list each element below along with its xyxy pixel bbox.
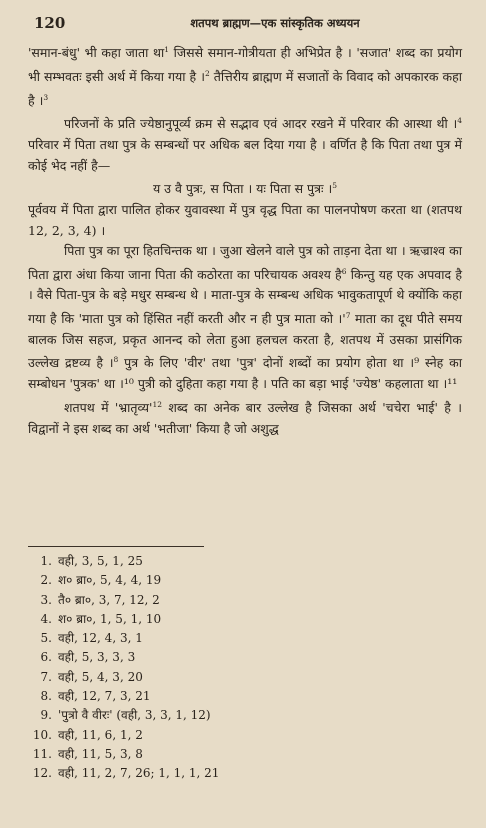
footnote-text: वही, 5, 3, 3, 3 <box>58 650 136 665</box>
footnote <box>28 591 388 610</box>
footnote-ref: 1 <box>164 45 169 54</box>
footnote-ref: 3 <box>43 92 49 102</box>
footnote-text: वही, 12, 4, 3, 1 <box>58 631 143 646</box>
page-header <box>34 14 456 36</box>
footnote <box>28 610 388 629</box>
footnote-ref: 5 <box>332 181 338 191</box>
text-run: 'समान-बंधु' भी कहा जाता था <box>28 45 165 61</box>
text-run: शतपथ में 'भ्रातृव्य' <box>64 399 153 415</box>
footnote-ref: 7 <box>345 311 351 321</box>
main-text <box>28 40 462 439</box>
footnote <box>28 648 388 667</box>
footnote-text: श० ब्रा०, 5, 4, 4, 19 <box>58 573 162 588</box>
paragraph <box>28 111 462 176</box>
footnote-number: 4. <box>40 611 52 626</box>
footnote-text: वही, 5, 4, 3, 20 <box>58 669 143 684</box>
footnote <box>28 571 388 590</box>
text-run: शब्द का अनेक बार उल्लेख है जिसका अर्थ 'चचेरा भाई' है । विद्वानों ने इस शब्द का अर्थ 'भतीजा' किया है जो अशुद्ध <box>28 399 462 436</box>
footnote <box>28 726 388 745</box>
text-run: पूर्ववय में पिता द्वारा पालित होकर युवावस्था में पुत्र वृद्ध पिता का पालनपोषण करता था (शतपथ 12, 2, 3, 4) । <box>28 201 462 238</box>
footnote-ref: 8 <box>113 355 119 365</box>
paragraph <box>28 200 462 241</box>
footnote-ref: 2 <box>204 68 210 78</box>
footnote <box>28 764 388 783</box>
footnote-number: 12. <box>32 766 52 781</box>
paragraph <box>28 395 462 439</box>
footnote-text: तै० ब्रा०, 3, 7, 12, 2 <box>58 592 160 607</box>
text-run: जिससे समान-गोत्रीयता ही अभिप्रेत है । 'सजात' शब्द का प्रयोग भी सम्भवतः इसी अर्थ में किया गया है । <box>28 45 462 84</box>
footnote <box>28 745 388 764</box>
text-run: य उ वै पुत्रः, स पिता । यः पिता स पुत्रः । <box>152 181 333 197</box>
footnote <box>28 552 388 571</box>
footnote-number: 7. <box>40 669 52 684</box>
footnote-ref: 4 <box>457 116 462 126</box>
paragraph <box>28 40 462 111</box>
footnote <box>28 668 388 687</box>
footnote-divider <box>28 546 204 547</box>
footnote-number: 8. <box>40 689 52 704</box>
text-run: परिजनों के प्रति ज्येष्ठानुपूर्व्य क्रम से सद्भाव एवं आदर रखने में परिवार की आस्था थी । <box>64 116 458 132</box>
text-run: किन्तु यह एक अपवाद है । वैसे पिता-पुत्र के बड़े मधुर सम्बन्ध थे । माता-पुत्र के सम्बन्ध अधिक भावुकतापूर्ण थे क्योंकि कहा गया है कि 'माता पुत्र को हिंसित नहीं करती और न ही पुत्र माता को ।' <box>28 266 462 327</box>
text-run: तैत्तिरीय ब्राह्मण में सजातों के विवाद को अपकारक कहा है । <box>28 68 462 108</box>
footnote-number: 10. <box>32 727 52 742</box>
footnote-number: 6. <box>40 650 52 665</box>
footnote-text: वही, 12, 7, 3, 21 <box>58 689 151 704</box>
footnote-number: 11. <box>32 746 52 761</box>
text-run: पिता पुत्र का पूरा हितचिन्तक था । जुआ खेलने वाले पुत्र को ताड़ना देता था । ऋज्राश्व का पिता द्वारा अंधा किया जाना पिता की कठोरता का परिचायक अवश्य है <box>28 243 462 282</box>
footnote-number: 2. <box>40 573 52 588</box>
footnote-text: वही, 11, 2, 7, 26; 1, 1, 1, 21 <box>58 766 220 781</box>
sanskrit-quote <box>28 176 462 200</box>
footnote <box>28 706 388 725</box>
footnote-text: श० ब्रा०, 1, 5, 1, 10 <box>58 611 162 626</box>
footnote-number: 5. <box>40 631 52 646</box>
footnote-number: 1. <box>40 554 52 568</box>
footnote-ref: 6 <box>341 266 347 276</box>
footnote <box>28 629 388 648</box>
footnote-number: 9. <box>40 708 52 723</box>
text-run: माता का दूध पीते समय बालक जिस सहज, प्रकृत आनन्द को लेता हुआ हलचल करता है, शतपथ में उसका प्रासंगिक उल्लेख द्रष्टव्य है । <box>28 311 462 371</box>
page-number: 120 <box>34 14 66 32</box>
footnote-ref: 12 <box>152 399 163 409</box>
text-run: परिवार में पिता तथा पुत्र के सम्बन्धों पर अधिक बल दिया गया है । वर्णित है कि पिता तथा पुत्र में कोई भेद नहीं है— <box>28 137 462 173</box>
footnote-text: वही, 3, 5, 1, 25 <box>58 554 143 568</box>
footnotes <box>28 552 388 784</box>
footnote-number: 3. <box>40 592 52 607</box>
footnote <box>28 687 388 706</box>
paragraph <box>28 241 462 395</box>
text-run: पुत्र के लिए 'वीर' तथा 'पुत्र' दोनों शब्दों का प्रयोग होता था ।⁹ स्नेह का सम्बोधन 'पुत्रक' था ।¹⁰ पुत्री को दुहिता कहा गया है । पति का बड़ा भाई 'ज्येष्ठ' कहलाता था ।¹¹ <box>28 355 462 392</box>
footnote-text: 'पुत्रो वै वीरः' (वही, 3, 3, 1, 12) <box>58 708 211 723</box>
footnote-text: वही, 11, 5, 3, 8 <box>58 746 143 761</box>
running-title: शतपथ ब्राह्मण—एक सांस्कृतिक अध्ययन <box>190 16 360 30</box>
footnote-text: वही, 11, 6, 1, 2 <box>58 727 143 742</box>
